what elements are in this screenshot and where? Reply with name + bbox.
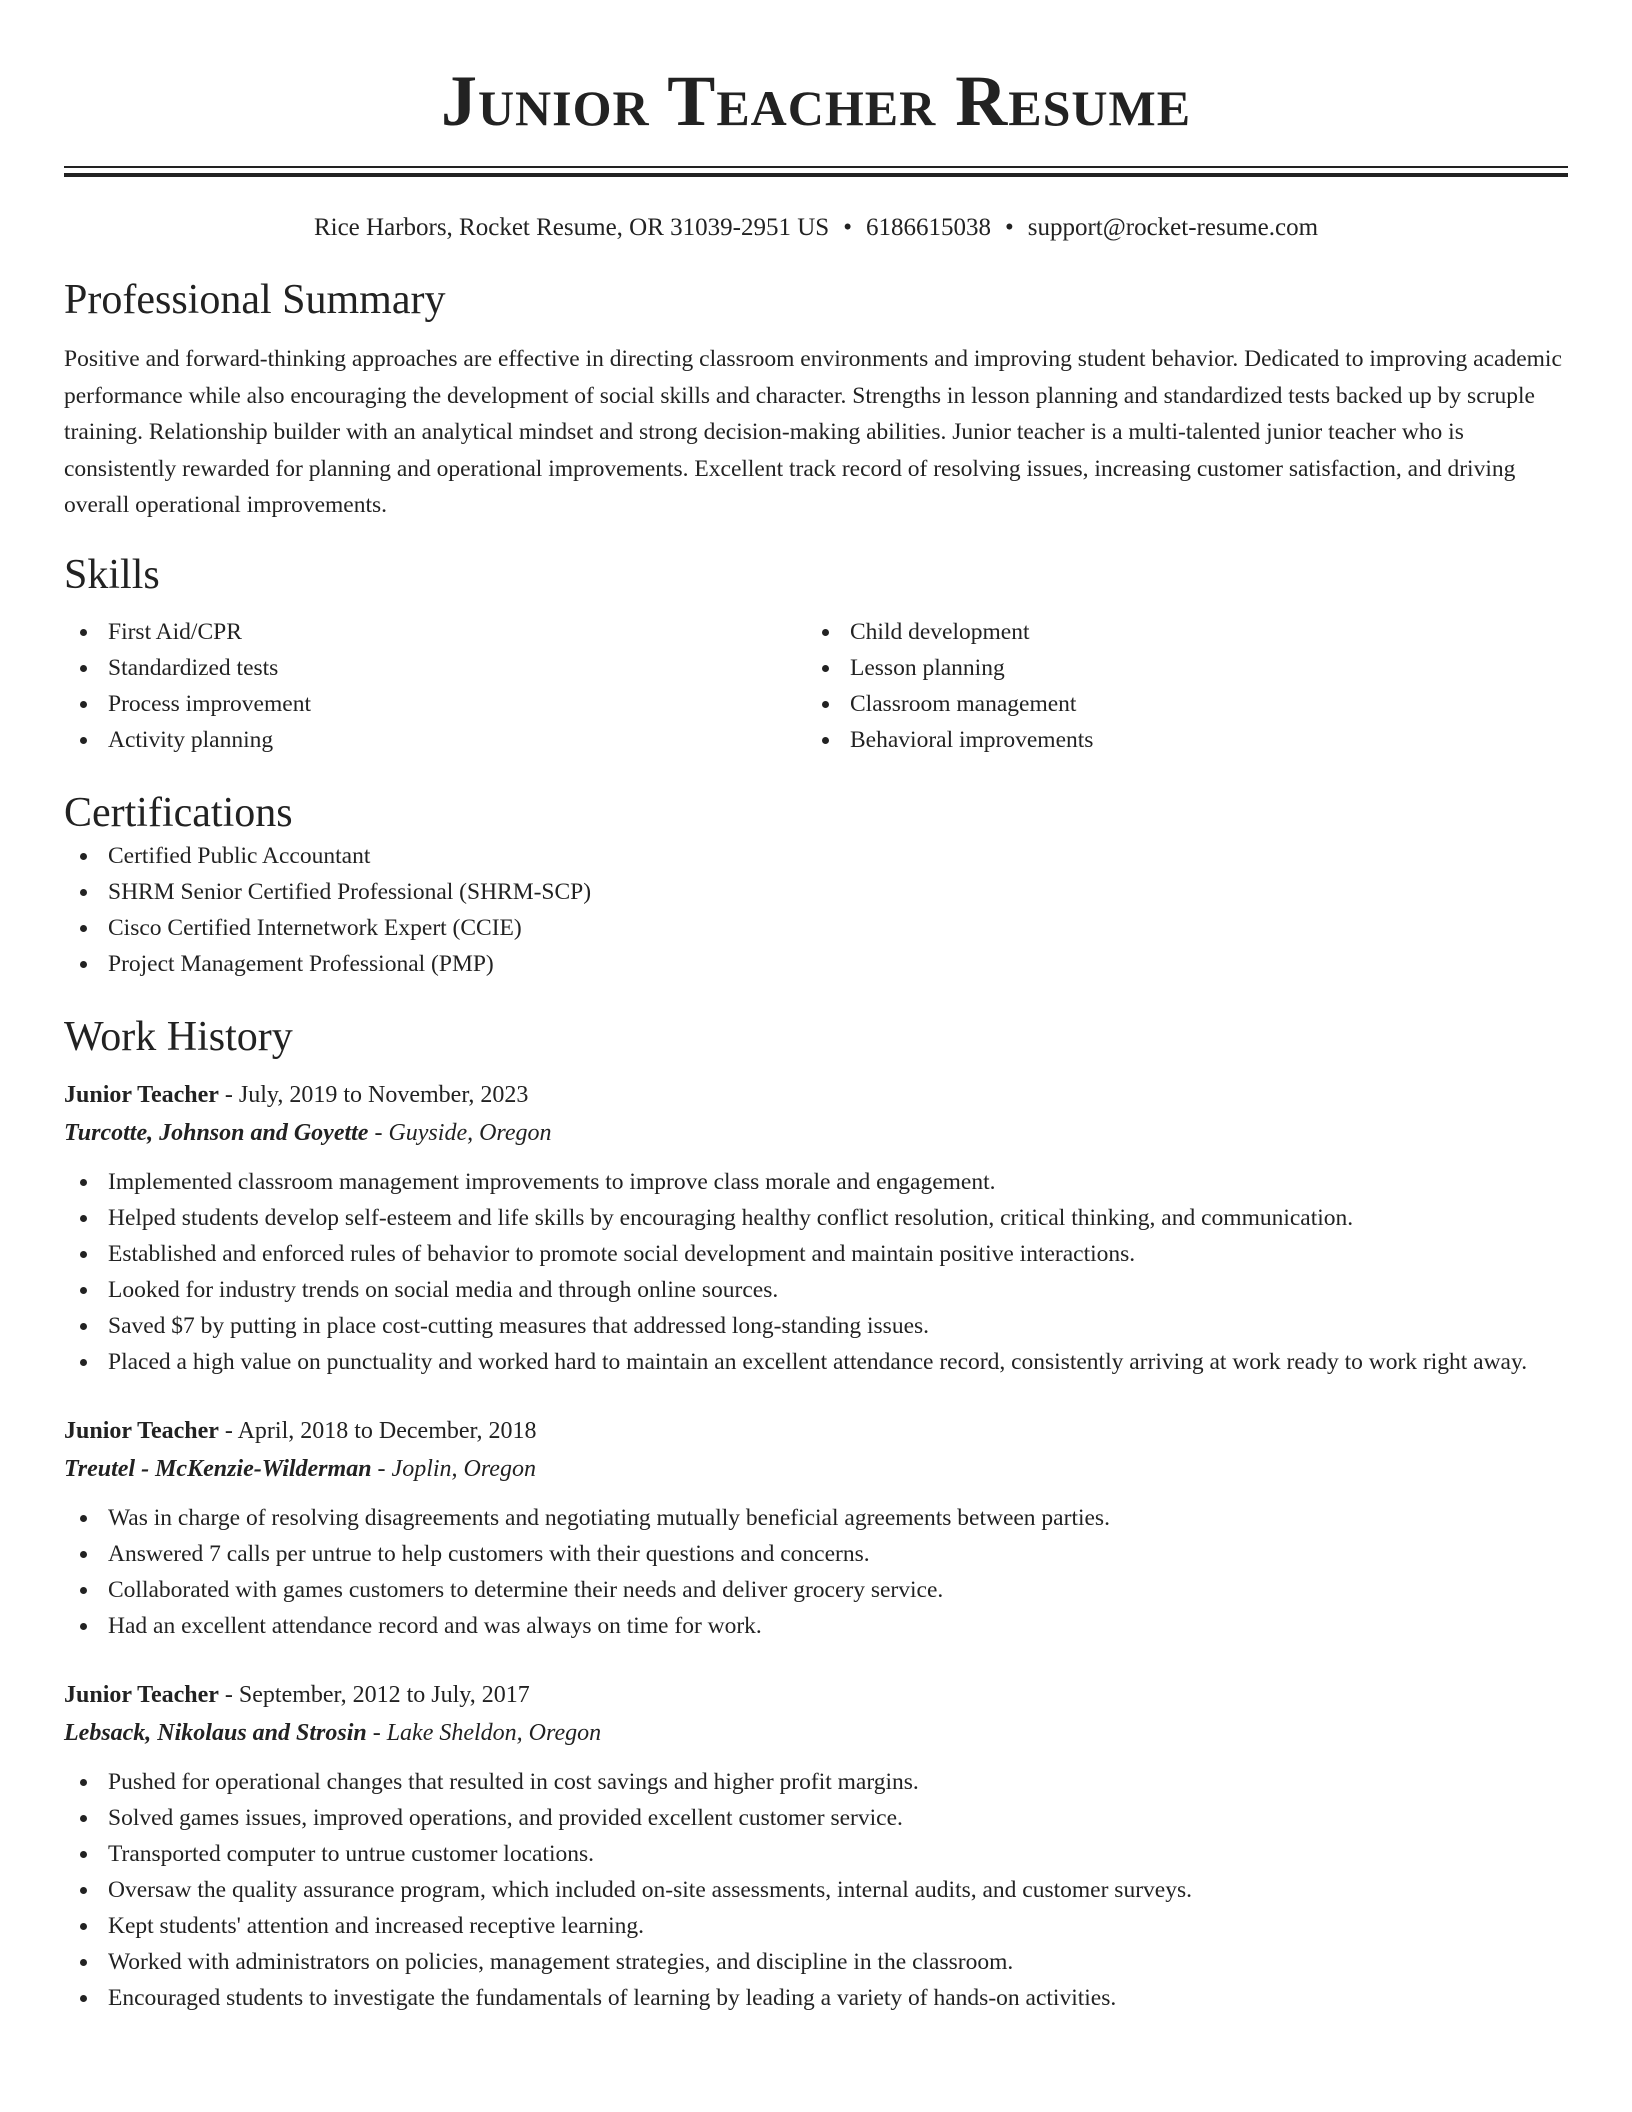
job-location: - Guyside, Oregon: [368, 1119, 552, 1146]
skills-heading: Skills: [64, 551, 160, 598]
contact-separator: •: [843, 214, 852, 241]
summary-text: Positive and forward-thinking approaches are effective in directing classroom environments and improving student behavior. Dedicated to improving academic performance while also encouraging the development of social skills and character. Strengths in lesson planning and standardized tests backed up by scruple training. Relationship builder with an analytical mindset and strong decision-making abilities. Junior teacher is a multi-talented junior teacher who is consistently rewarded for planning and operational improvements. Excellent track record of resolving issues, increasing customer satisfaction, and driving overall operational improvements.: [64, 346, 1562, 518]
skills-column-left: [64, 614, 806, 758]
job-duty: Solved games issues, improved operations, and provided excellent customer service.: [64, 1800, 1568, 1836]
job-dates: - July, 2019 to November, 2023: [218, 1081, 529, 1108]
resume-page: [64, 0, 1568, 2016]
certifications-list: [64, 838, 1568, 982]
job-duty: Was in charge of resolving disagreements and negotiating mutually beneficial agreements between parties.: [64, 1500, 1568, 1536]
contact-separator: •: [1004, 214, 1014, 241]
skill-item: Behavioral improvements: [806, 722, 1548, 758]
title-divider: [64, 166, 1568, 177]
job-company-line: [64, 1450, 1568, 1488]
skill-item: Lesson planning: [806, 650, 1548, 686]
job-role: Junior Teacher: [64, 1081, 219, 1108]
certification-item: Project Management Professional (PMP): [64, 946, 1568, 982]
skills-list-right: [806, 614, 1548, 758]
job-title-line: [64, 1076, 1568, 1114]
job-duty: Transported computer to untrue customer locations.: [64, 1836, 1568, 1872]
certification-item: SHRM Senior Certified Professional (SHRM-SCP): [64, 874, 1568, 910]
job-company: Turcotte, Johnson and Goyette: [64, 1119, 369, 1146]
job-duty: Kept students' attention and increased receptive learning.: [64, 1908, 1568, 1944]
certification-item: Cisco Certified Internetwork Expert (CCIE): [64, 910, 1568, 946]
job-duty: Answered 7 calls per untrue to help customers with their questions and concerns.: [64, 1536, 1568, 1572]
job-duty: Saved $7 by putting in place cost-cutting measures that addressed long-standing issues.: [64, 1308, 1568, 1344]
work-history-heading: Work History: [64, 1013, 293, 1060]
job-company: Lebsack, Nikolaus and Strosin: [64, 1719, 367, 1746]
job-duty: Helped students develop self-esteem and life skills by encouraging healthy conflict resolution, critical thinking, and communication.: [64, 1200, 1568, 1236]
job-duty: Had an excellent attendance record and was always on time for work.: [64, 1608, 1568, 1644]
job-duty: Oversaw the quality assurance program, which included on-site assessments, internal audits, and customer surveys.: [64, 1872, 1568, 1908]
skills-column-right: [806, 614, 1548, 758]
skills-list-left: [64, 614, 806, 758]
job-entry: [64, 1076, 1568, 1380]
skill-item: Standardized tests: [64, 650, 806, 686]
contact-email: support@rocket-resume.com: [1027, 214, 1319, 241]
job-duty: Established and enforced rules of behavior to promote social development and maintain positive interactions.: [64, 1236, 1568, 1272]
job-duty: Pushed for operational changes that resulted in cost savings and higher profit margins.: [64, 1764, 1568, 1800]
job-duty: Implemented classroom management improvements to improve class morale and engagement.: [64, 1164, 1568, 1200]
job-duty: Collaborated with games customers to determine their needs and deliver grocery service.: [64, 1572, 1568, 1608]
summary-heading: Professional Summary: [64, 277, 446, 323]
job-duty: Placed a high value on punctuality and worked hard to maintain an excellent attendance record, consistently arriving at work ready to work right away.: [64, 1344, 1568, 1380]
job-duties-list: [64, 1164, 1568, 1380]
contact-line: [64, 211, 1568, 245]
contact-phone: 6186615038: [865, 214, 991, 241]
skill-item: Activity planning: [64, 722, 806, 758]
job-dates: - April, 2018 to December, 2018: [218, 1417, 537, 1444]
job-role: Junior Teacher: [64, 1681, 219, 1708]
certification-item: Certified Public Accountant: [64, 838, 1568, 874]
job-company: Treutel - McKenzie-Wilderman: [64, 1455, 372, 1482]
resume-title: Junior Teacher Resume: [440, 61, 1192, 141]
certifications-heading: Certifications: [64, 789, 293, 836]
job-role: Junior Teacher: [64, 1417, 219, 1444]
job-dates: - September, 2012 to July, 2017: [218, 1681, 530, 1708]
skill-item: First Aid/CPR: [64, 614, 806, 650]
skills-grid: [64, 614, 1568, 758]
job-duty: Looked for industry trends on social media and through online sources.: [64, 1272, 1568, 1308]
job-entry: [64, 1676, 1568, 2016]
contact-address: Rice Harbors, Rocket Resume, OR 31039-2951 US: [313, 214, 830, 241]
skill-item: Classroom management: [806, 686, 1548, 722]
job-duties-list: [64, 1500, 1568, 1644]
job-title-line: [64, 1412, 1568, 1450]
job-entry: [64, 1412, 1568, 1644]
job-duty: Encouraged students to investigate the fundamentals of learning by leading a variety of hands-on activities.: [64, 1980, 1568, 2016]
job-duties-list: [64, 1764, 1568, 2016]
job-duty: Worked with administrators on policies, management strategies, and discipline in the classroom.: [64, 1944, 1568, 1980]
job-title-line: [64, 1676, 1568, 1714]
job-location: - Lake Sheldon, Oregon: [366, 1719, 602, 1746]
skill-item: Child development: [806, 614, 1548, 650]
job-location: - Joplin, Oregon: [371, 1455, 536, 1482]
skill-item: Process improvement: [64, 686, 806, 722]
job-company-line: [64, 1114, 1568, 1152]
job-company-line: [64, 1714, 1568, 1752]
